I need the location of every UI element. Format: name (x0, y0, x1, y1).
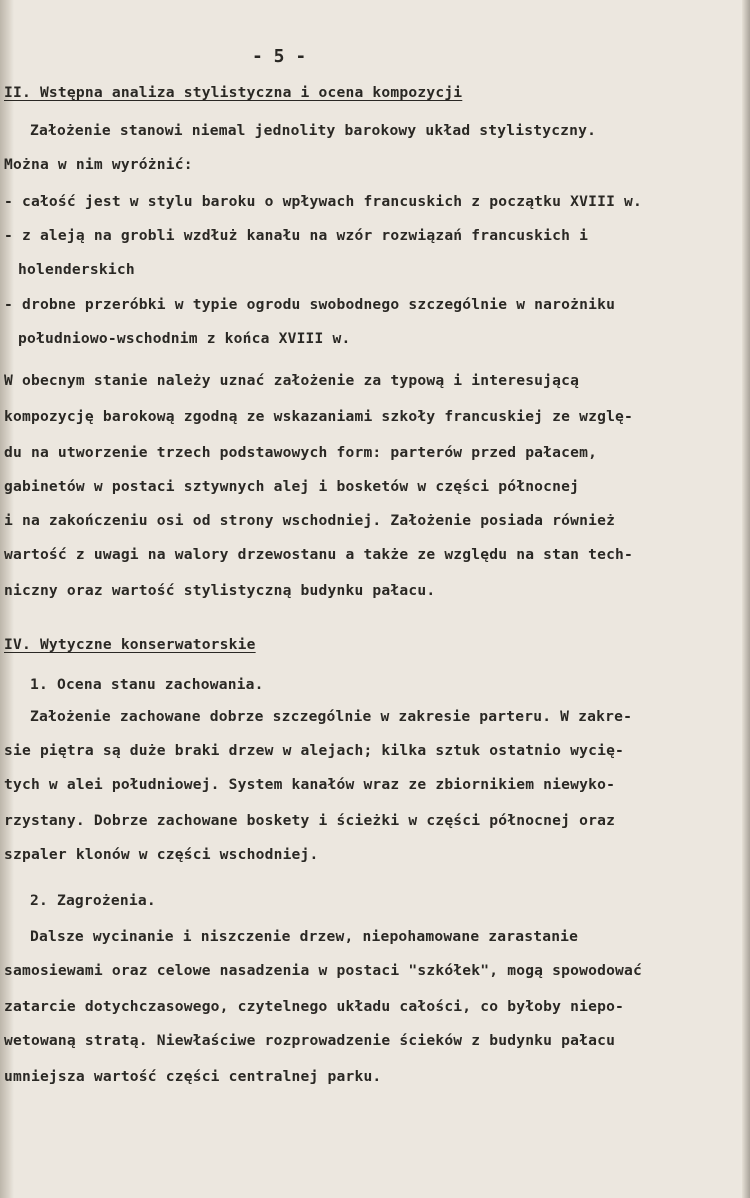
text-line: Można w nim wyróżnić: (4, 156, 193, 173)
text-line: Założenie stanowi niemal jednolity barokowy układ stylistyczny. (30, 122, 597, 139)
text-line: sie piętra są duże braki drzew w alejach; kilka sztuk ostatnio wycię- (4, 742, 625, 759)
list-item: - z aleją na grobli wzdłuż kanału na wzór rozwiązań francuskich i (4, 227, 589, 244)
page-number: - 5 - (252, 46, 307, 67)
text-line: tych w alei południowej. System kanałów wraz ze zbiornikiem niewyko- (4, 776, 616, 793)
text-line: umniejsza wartość części centralnej parku. (4, 1068, 382, 1085)
text-line: wartość z uwagi na walory drzewostanu a także ze względu na stan tech- (4, 546, 634, 563)
text-line: Założenie zachowane dobrze szczególnie w zakresie parteru. W zakre- (30, 708, 633, 725)
text-line: Dalsze wycinanie i niszczenie drzew, niepohamowane zarastanie (30, 928, 579, 945)
text-line: rzystany. Dobrze zachowane boskety i ścieżki w części północnej oraz (4, 812, 616, 829)
text-line: wetowaną stratą. Niewłaściwe rozprowadzenie ścieków z budynku pałacu (4, 1032, 616, 1049)
text-line: samosiewami oraz celowe nasadzenia w postaci "szkółek", mogą spowodować (4, 962, 643, 979)
text-line: kompozycję barokową zgodną ze wskazaniami szkoły francuskiej ze wzglę- (4, 408, 634, 425)
page-right-edge (742, 0, 750, 1198)
text-line: i na zakończeniu osi od strony wschodniej. Założenie posiada również (4, 512, 616, 529)
list-item: - drobne przeróbki w typie ogrodu swobodnego szczególnie w narożniku (4, 296, 616, 313)
text-line: du na utworzenie trzech podstawowych form: parterów przed pałacem, (4, 444, 598, 461)
text-line: gabinetów w postaci sztywnych alej i bosketów w części północnej (4, 478, 580, 495)
section-heading-guidelines: IV. Wytyczne konserwatorskie (4, 636, 256, 653)
subsection-heading: 1. Ocena stanu zachowania. (30, 676, 264, 693)
subsection-heading: 2. Zagrożenia. (30, 892, 156, 909)
text-line: zatarcie dotychczasowego, czytelnego układu całości, co byłoby niepo- (4, 998, 625, 1015)
text-line: holenderskich (18, 261, 135, 278)
text-line: W obecnym stanie należy uznać założenie za typową i interesującą (4, 372, 580, 389)
section-heading-analysis: II. Wstępna analiza stylistyczna i ocena kompozycji (4, 84, 463, 101)
text-line: szpaler klonów w części wschodniej. (4, 846, 319, 863)
list-item: - całość jest w stylu baroku o wpływach francuskich z początku XVIII w. (4, 193, 643, 210)
text-line: niczny oraz wartość stylistyczną budynku pałacu. (4, 582, 436, 599)
text-line: południowo-wschodnim z końca XVIII w. (18, 330, 351, 347)
page-binding-edge (0, 0, 14, 1198)
